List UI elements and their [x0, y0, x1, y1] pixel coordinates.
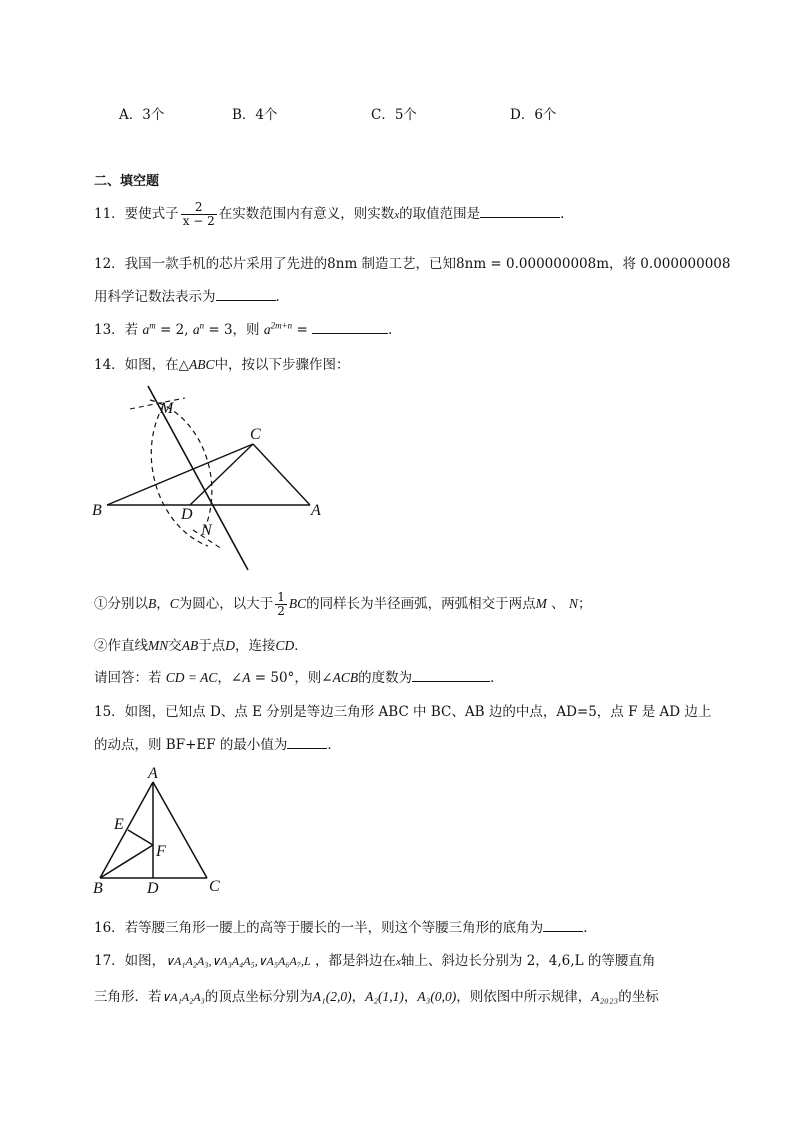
- q13-end: ．: [388, 322, 402, 338]
- q17-line2-end: 的坐标: [618, 989, 659, 1005]
- label-d: D: [181, 506, 193, 523]
- question-13: [94, 318, 402, 338]
- q17-mid: ，都是斜边在: [310, 953, 397, 969]
- q14-step2-mid: 交: [168, 638, 182, 654]
- choice-b: B．4个: [232, 107, 278, 123]
- q11-answer-blank[interactable]: [480, 203, 560, 218]
- choice-a: A．3个: [119, 107, 165, 123]
- q12-answer-blank[interactable]: [216, 286, 276, 301]
- q17-post: 轴上、斜边长分别为 2，4,6,L 的等腰直角: [400, 953, 656, 969]
- segment-ef: [128, 830, 153, 845]
- q14-post: 中，按以下步骤作图：: [214, 357, 350, 373]
- q13-n: n: [199, 320, 205, 331]
- q14-b: B: [148, 596, 157, 611]
- q11-numerator: 2: [181, 201, 217, 215]
- q14-step1-mid: 为圆心，以大于: [178, 596, 274, 612]
- label-n: N: [201, 522, 212, 539]
- q14-mn: MN: [148, 638, 169, 653]
- question-17-line2: 三角形．若∨A₁A₂A₃的顶点坐标分别为A₁(2,0)，A₂(1,1)，A₃(0,0)，则依图中所示规律，A₂₀₂₃的坐标: [94, 989, 659, 1005]
- q14-text: 14．如图，在△: [94, 357, 190, 373]
- segment-cd: [190, 444, 253, 505]
- q17-point2: A₂(1,1): [365, 989, 404, 1004]
- q14-cd: CD: [275, 638, 295, 653]
- label-a: A: [311, 502, 321, 519]
- q13-eq3: =: [292, 322, 313, 338]
- q14-step1-post: 的同样长为半径画弧，两弧相交于两点: [306, 596, 536, 612]
- q14-ask-pre: 请回答：若: [94, 670, 166, 686]
- q14-c: C: [169, 596, 179, 611]
- q14-d: D: [225, 638, 235, 653]
- question-14: [94, 353, 350, 373]
- choice-d: D．6个: [510, 107, 557, 123]
- label-e: E: [114, 816, 124, 833]
- q13-m: m: [149, 320, 156, 331]
- q14-cond: CD = AC: [165, 670, 218, 685]
- q15-answer-blank[interactable]: [287, 734, 327, 749]
- q15-end: ．: [327, 737, 341, 753]
- q14-step2-end: ．: [294, 638, 308, 654]
- q14-answer-blank[interactable]: [412, 667, 490, 682]
- q13-exp: 2m+n: [270, 320, 293, 331]
- q17-a2023: A₂₀₂₃: [591, 989, 619, 1004]
- segment-bf: [100, 845, 153, 878]
- q17-x: x: [396, 956, 401, 968]
- question-15-line2: [94, 733, 341, 753]
- q14-ask-post: 的度数为: [358, 670, 413, 686]
- q16-answer-blank[interactable]: [543, 917, 583, 932]
- q14-ask-mid2: ，则∠: [294, 670, 333, 686]
- q17-triangles: ∨A₁A₂A₃,∨A₃A₄A₅,∨A₅A₆A₇,L: [165, 954, 311, 968]
- q14-half-den: 2: [277, 604, 285, 618]
- label-m: M: [160, 400, 174, 417]
- label-f: F: [156, 843, 166, 860]
- q13-answer-blank[interactable]: [312, 319, 388, 334]
- label-b-15: B: [93, 880, 103, 897]
- section-title: 二、填空题: [94, 174, 160, 189]
- q14-sep: 、: [546, 596, 570, 612]
- label-c-15: C: [209, 878, 220, 895]
- q14-bc: BC: [288, 596, 307, 611]
- figure-14-construction: [80, 378, 340, 578]
- question-11: [94, 201, 574, 228]
- q17-pre: 17．如图，: [94, 953, 166, 969]
- q14-abc: ABC: [189, 357, 215, 372]
- q14-ask-eq: = 50°: [250, 670, 295, 686]
- q14-step1-end: ；: [578, 596, 592, 612]
- q13-a3: a: [263, 322, 271, 337]
- q14-angle-a: A: [242, 670, 251, 685]
- q17-point1: A₁(2,0): [312, 989, 352, 1004]
- q15-text: 的动点，则 BF+EF 的最小值为: [94, 737, 288, 753]
- q16-end: ．: [583, 920, 597, 936]
- q11-end: ．: [560, 206, 574, 222]
- q14-end: ．: [490, 670, 504, 686]
- q11-prefix: 11．要使式子: [94, 206, 179, 222]
- question-16: [94, 916, 597, 936]
- q14-comma: ，: [156, 596, 170, 612]
- q13-eq1: = 2,: [155, 322, 193, 338]
- q11-fraction: [181, 201, 217, 228]
- choice-c: C．5个: [371, 107, 417, 123]
- q17-line2-pre: 三角形．若: [94, 989, 162, 1005]
- segment-ca: [253, 444, 310, 505]
- q14-m: M: [535, 596, 547, 611]
- q17-line2-post: ，则依图中所示规律，: [456, 989, 592, 1005]
- figure-15-triangle: [88, 762, 238, 897]
- q16-text: 16．若等腰三角形一腰上的高等于腰长的一半，则这个等腰三角形的底角为: [94, 920, 544, 936]
- q14-n: N: [569, 596, 579, 611]
- q17-tri2: ∨A₁A₂A₃: [161, 990, 205, 1004]
- arc-left: [151, 406, 208, 546]
- q14-ab: AB: [181, 638, 199, 653]
- question-17-line1: [94, 949, 655, 969]
- q14-half-num: 1: [277, 590, 285, 604]
- q11-variable: x: [394, 209, 400, 221]
- q12-end: ．: [275, 289, 289, 305]
- q14-step1: [94, 591, 592, 618]
- label-d-15: D: [147, 880, 159, 897]
- segment-ac: [153, 782, 207, 878]
- segment-bc: [107, 444, 253, 505]
- q14-ask-mid: ，∠: [217, 670, 243, 686]
- q14-ask: [94, 666, 504, 686]
- q14-acb: ACB: [332, 670, 359, 685]
- q14-half: [275, 591, 287, 618]
- q14-step2: [94, 634, 308, 654]
- arc-tick-m: [130, 398, 185, 409]
- segment-ab: [100, 782, 153, 878]
- q11-denominator: x − 2: [182, 214, 215, 228]
- q12-text: 用科学记数法表示为: [94, 289, 216, 305]
- q17-line2-mid: 的顶点坐标分别为: [204, 989, 313, 1005]
- question-12-line2: [94, 285, 289, 305]
- q13-prefix: 13．若: [94, 322, 143, 338]
- question-12-line1: 12．我国一款手机的芯片采用了先进的8nm 制造工艺，已知8nm = 0.000000008m，将 0.000000008: [94, 256, 731, 272]
- label-c: C: [250, 426, 261, 443]
- q14-step2-mid2: 于点: [198, 638, 226, 654]
- q11-middle: 在实数范围内有意义，则实数: [218, 206, 395, 222]
- q13-eq2: = 3，则: [204, 322, 264, 338]
- label-a-15: A: [148, 765, 158, 782]
- q11-suffix: 的取值范围是: [399, 206, 481, 222]
- label-b: B: [92, 502, 102, 519]
- q13-a1: a: [142, 322, 150, 337]
- q14-step2-post: ，连接: [235, 638, 276, 654]
- q14-step2-pre: ②作直线: [94, 638, 148, 654]
- q17-point3: A₃(0,0): [417, 989, 457, 1004]
- q14-step1-pre: ①分别以: [94, 596, 148, 612]
- q13-a2: a: [192, 322, 200, 337]
- question-15-line1: 15．如图，已知点 D、点 E 分别是等边三角形 ABC 中 BC、AB 边的中点，AD=5，点 F 是 AD 边上: [94, 704, 712, 720]
